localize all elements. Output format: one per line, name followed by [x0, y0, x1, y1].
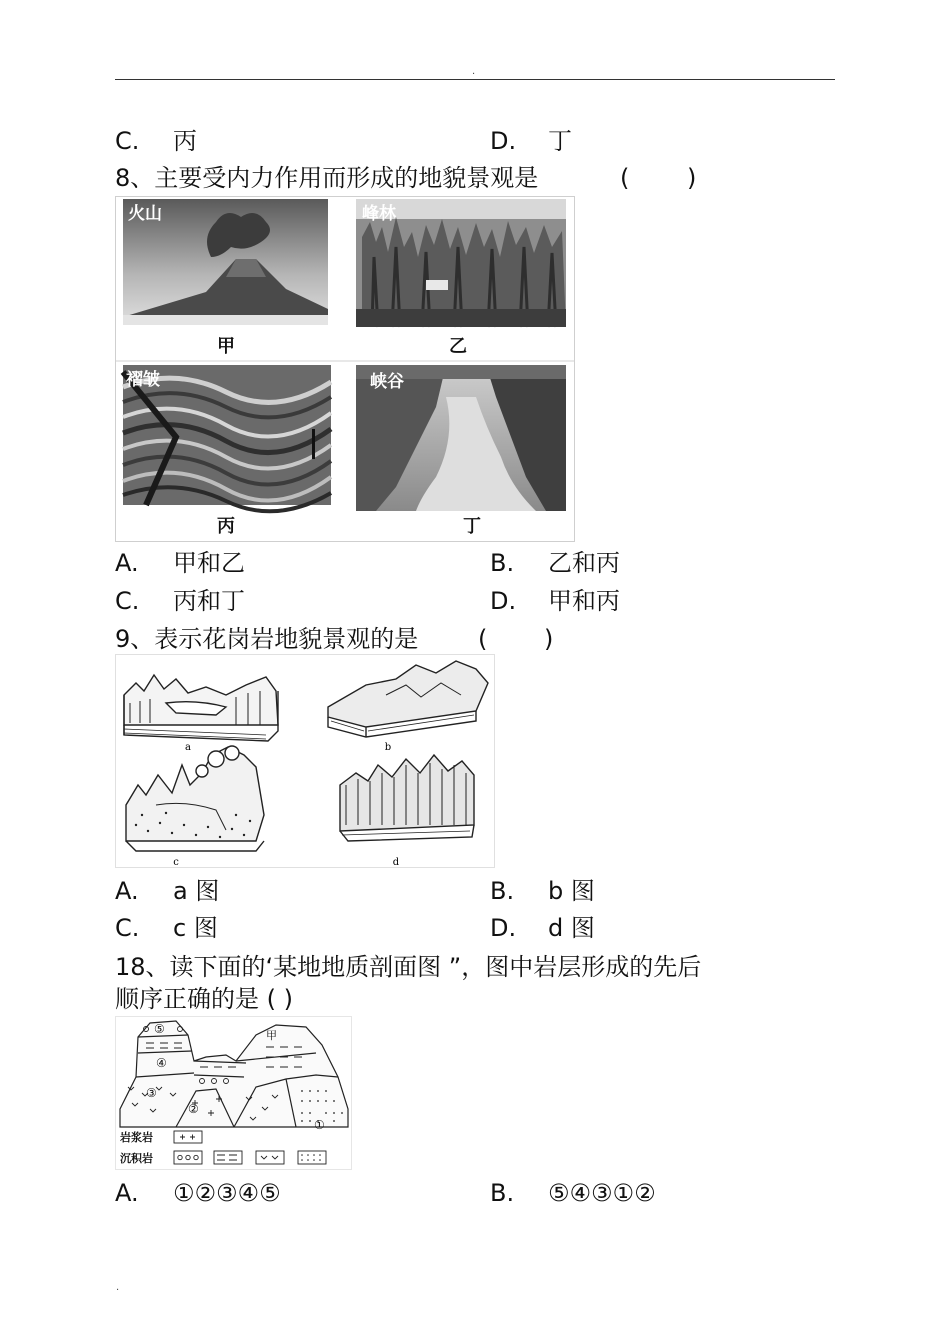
option-key: B. [490, 549, 515, 577]
diagram-label: c [173, 857, 179, 867]
option-text: 丙和丁 [173, 587, 245, 615]
option-key: D. [490, 914, 517, 942]
q8-landform-figure [115, 196, 575, 542]
q8-option-a[interactable] [115, 548, 245, 578]
panel-title: 火山 [128, 204, 162, 224]
q8-answer-paren-left: ( [620, 164, 630, 192]
option-key: B. [490, 1179, 515, 1207]
q9-answer-paren-left: ( [478, 625, 488, 653]
legend-magma-swatch [174, 1131, 202, 1143]
option-text: 丙 [173, 127, 197, 155]
option-key: C. [115, 914, 140, 942]
q18-option-a[interactable] [115, 1178, 281, 1208]
q8-option-c[interactable] [115, 586, 245, 616]
layer-label: 甲 [266, 1029, 277, 1042]
q9-landform-figure [115, 654, 495, 868]
q9-option-a[interactable] [115, 876, 219, 906]
q8-answer-paren-right: ) [687, 164, 697, 192]
option-key: A. [115, 1179, 139, 1207]
option-text: 甲和丙 [548, 587, 620, 615]
panel-title: 褶皱 [126, 370, 160, 390]
q18-geologic-section-figure [115, 1016, 352, 1170]
option-text: c 图 [173, 914, 218, 942]
q18-stem-line1: 18、读下面的‘某地地质剖面图 ”，图中岩层形成的先后 [115, 953, 702, 981]
layer-label: ③ [146, 1086, 157, 1100]
legend-sed-label: 沉积岩 [120, 1152, 153, 1165]
option-text: ①②③④⑤ [173, 1179, 281, 1207]
panel-caption: 丙 [217, 516, 235, 537]
option-key: A. [115, 877, 139, 905]
option-text: 丁 [548, 127, 572, 155]
q8-option-d[interactable] [490, 586, 620, 616]
option-key: A. [115, 549, 139, 577]
diagram-label: a [185, 742, 191, 753]
q9-block-diagrams [116, 655, 494, 867]
q9-option-d[interactable] [490, 913, 595, 943]
option-text: d 图 [548, 914, 595, 942]
option-key: D. [490, 587, 517, 615]
layer-label: ① [314, 1118, 325, 1132]
diagram-a [124, 675, 278, 741]
option-key: C. [115, 127, 140, 155]
option-text: 乙和丙 [548, 549, 620, 577]
q18-option-b[interactable] [490, 1178, 656, 1208]
q9-option-c[interactable] [115, 913, 218, 943]
option-key: B. [490, 877, 515, 905]
layer-label: ④ [156, 1056, 167, 1070]
option-key: C. [115, 587, 140, 615]
panel-title: 峰林 [362, 204, 396, 224]
diagram-label: d [392, 857, 400, 867]
q9-answer-paren-right: ) [544, 625, 554, 653]
diagram-b [328, 661, 488, 737]
q7-option-d[interactable] [490, 126, 572, 156]
q9-stem: 9、表示花岗岩地貌景观的是 [115, 625, 419, 653]
diagram-d [340, 755, 474, 841]
q8-stem: 8、主要受内力作用而形成的地貌景观是 [115, 164, 539, 192]
legend-sed-swatches [174, 1151, 326, 1164]
diagram-label: b [384, 742, 392, 753]
header-mark: . [472, 66, 476, 77]
panel-caption: 丁 [463, 516, 481, 537]
layer-label: ⑤ [154, 1022, 165, 1036]
option-key: D. [490, 127, 517, 155]
legend-magma-label: 岩浆岩 [120, 1131, 153, 1144]
q7-option-c[interactable] [115, 126, 197, 156]
q8-landform-svg [116, 197, 574, 541]
q18-stem-line2: 顺序正确的是 ( ) [115, 985, 293, 1013]
panel-title: 峡谷 [370, 372, 404, 392]
option-text: b 图 [548, 877, 595, 905]
q8-option-b[interactable] [490, 548, 620, 578]
option-text: 甲和乙 [173, 549, 245, 577]
option-text: ⑤④③①② [548, 1179, 656, 1207]
layer-label: ② [188, 1102, 199, 1116]
footer-mark: . [116, 1282, 120, 1293]
panel-caption: 甲 [217, 336, 235, 357]
panel-caption: 乙 [449, 336, 467, 357]
option-text: a 图 [173, 877, 220, 905]
q9-option-b[interactable] [490, 876, 595, 906]
header-rule [115, 79, 835, 80]
q18-section-svg [116, 1017, 351, 1169]
